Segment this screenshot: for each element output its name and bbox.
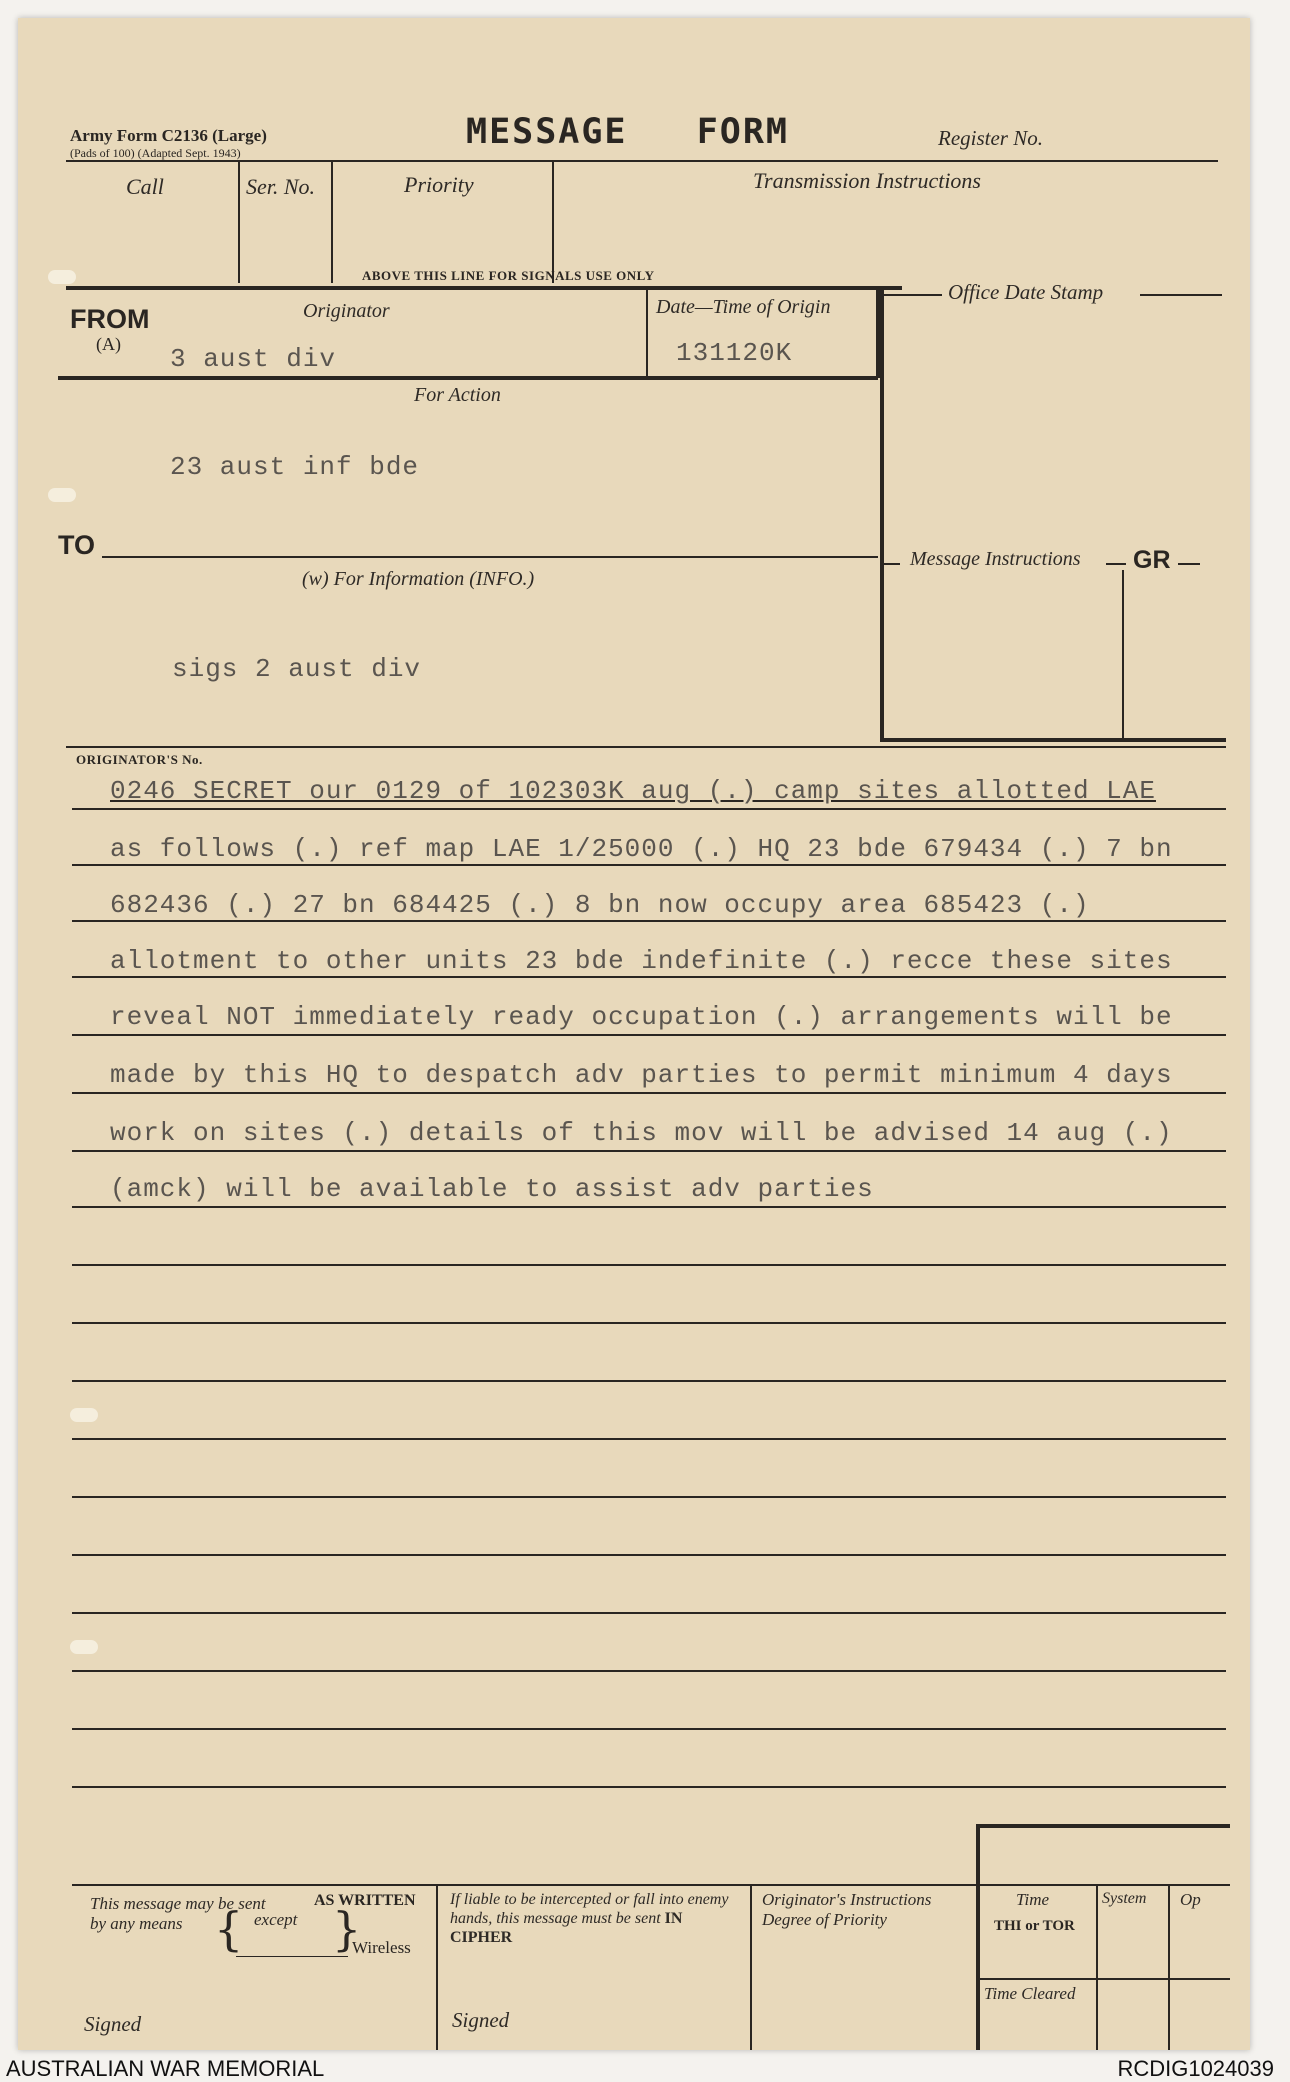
army-form-label: Army Form C2136 (Large) bbox=[70, 126, 267, 145]
divider bbox=[238, 161, 240, 283]
signals-use-only-label: ABOVE THIS LINE FOR SIGNALS USE ONLY bbox=[362, 268, 655, 283]
wireless-blank-line bbox=[236, 1956, 348, 1957]
signed-label: Signed bbox=[84, 2012, 142, 2036]
divider bbox=[876, 286, 880, 378]
in-cipher-label: IN CIPHER bbox=[450, 1910, 683, 1946]
for-information-label: (w) For Information (INFO.) bbox=[302, 568, 535, 590]
signed-label: Signed bbox=[452, 2008, 510, 2032]
instr-rule bbox=[884, 563, 900, 565]
divider bbox=[331, 161, 333, 283]
footer-box-left bbox=[976, 1824, 980, 2050]
binder-hole-mark bbox=[48, 270, 76, 284]
ruled-line bbox=[72, 1554, 1226, 1556]
body-line: as follows (.) ref map LAE 1/25000 (.) HQ 23 bde 679434 (.) 7 bn bbox=[110, 834, 1173, 864]
divider bbox=[552, 161, 554, 283]
originator-label: Originator bbox=[303, 300, 390, 322]
binder-hole-mark bbox=[70, 1640, 98, 1654]
instr-rule bbox=[1106, 563, 1126, 565]
ruled-line bbox=[72, 1206, 1226, 1208]
body-top-rule bbox=[66, 746, 1226, 748]
instr-bottom-rule bbox=[880, 738, 1226, 742]
body-line: work on sites (.) details of this mov will be advised 14 aug (.) bbox=[110, 1118, 1173, 1148]
stamp-rule bbox=[884, 294, 942, 296]
cipher-instructions bbox=[450, 1890, 742, 1947]
body-line: (amck) will be available to assist adv parties bbox=[110, 1174, 874, 1204]
ruled-line bbox=[72, 1150, 1226, 1152]
to-rule bbox=[102, 556, 878, 558]
thi-tor-label: THI or TOR bbox=[994, 1918, 1075, 1934]
except-label: except bbox=[254, 1910, 298, 1929]
ruled-line bbox=[72, 1092, 1226, 1094]
footer-divider bbox=[1096, 1886, 1098, 2050]
from-label: FROM bbox=[70, 304, 150, 334]
archive-id: RCDIG1024039 bbox=[1117, 2056, 1274, 2081]
gr-label: GR bbox=[1133, 546, 1171, 574]
instr-rule bbox=[1178, 563, 1200, 565]
from-sub-label: (A) bbox=[96, 334, 121, 354]
as-written-label: AS WRITTEN bbox=[314, 1892, 416, 1909]
message-instructions-label: Message Instructions bbox=[910, 548, 1081, 570]
right-brace: } bbox=[332, 1902, 362, 1956]
divider bbox=[646, 288, 648, 378]
from-top-rule bbox=[66, 286, 902, 290]
transmission-label: Transmission Instructions bbox=[753, 168, 981, 193]
footer-box-top bbox=[976, 1824, 1230, 1828]
ruled-line bbox=[72, 1322, 1226, 1324]
footer-divider bbox=[750, 1886, 752, 2050]
for-action-label: For Action bbox=[414, 384, 501, 406]
date-time-label: Date—Time of Origin bbox=[656, 296, 831, 318]
ruled-line bbox=[72, 1786, 1226, 1788]
ruled-line bbox=[72, 1670, 1226, 1672]
footer-divider bbox=[436, 1886, 438, 2050]
degree-of-priority-label: Degree of Priority bbox=[762, 1910, 887, 1929]
ruled-line bbox=[72, 1438, 1226, 1440]
op-label: Op bbox=[1180, 1890, 1201, 1909]
cipher-text: If liable to be intercepted or fall into enemy hands, this message must be sent bbox=[450, 1891, 729, 1927]
ruled-line bbox=[72, 1034, 1226, 1036]
body-line: made by this HQ to despatch adv parties to permit minimum 4 days bbox=[110, 1060, 1173, 1090]
ser-no-label: Ser. No. bbox=[246, 174, 316, 199]
ruled-line bbox=[72, 1612, 1226, 1614]
ruled-line bbox=[72, 1496, 1226, 1498]
priority-label: Priority bbox=[404, 172, 474, 197]
ruled-line bbox=[72, 976, 1226, 978]
ruled-line bbox=[72, 1380, 1226, 1382]
originators-no-label: ORIGINATOR'S No. bbox=[76, 752, 203, 767]
for-action-value: 23 aust inf bde bbox=[170, 452, 420, 482]
body-line: 0246 SECRET our 0129 of 102303K aug (.) camp sites allotted LAE bbox=[110, 776, 1156, 806]
box-right-rule bbox=[880, 286, 884, 742]
left-brace: { bbox=[214, 1902, 244, 1956]
footer-rule bbox=[72, 1884, 976, 1886]
office-date-stamp-label: Office Date Stamp bbox=[948, 280, 1104, 304]
by-any-means-label: by any means bbox=[90, 1914, 183, 1933]
footer-divider bbox=[1168, 1886, 1170, 2050]
for-information-value: sigs 2 aust div bbox=[172, 654, 422, 684]
from-bottom-rule bbox=[58, 376, 878, 380]
originators-instructions-label: Originator's Instructions bbox=[762, 1890, 932, 1909]
ruled-line bbox=[72, 808, 1226, 810]
ruled-line bbox=[72, 1264, 1226, 1266]
footer-rule bbox=[980, 1978, 1230, 1980]
stamp-rule bbox=[1140, 294, 1222, 296]
footer-rule bbox=[980, 1884, 1230, 1886]
time-cleared-label: Time Cleared bbox=[984, 1984, 1076, 2003]
register-label: Register No. bbox=[938, 126, 1043, 150]
pads-label: (Pads of 100) (Adapted Sept. 1943) bbox=[70, 146, 241, 160]
ruled-line bbox=[72, 1728, 1226, 1730]
sent-label: This message may be sent bbox=[90, 1894, 266, 1913]
call-label: Call bbox=[126, 174, 164, 199]
wireless-label: Wireless bbox=[352, 1938, 411, 1957]
to-label: TO bbox=[58, 530, 96, 560]
message-form-sheet bbox=[18, 18, 1250, 2050]
archive-credit: AUSTRALIAN WAR MEMORIAL bbox=[6, 2056, 325, 2081]
binder-hole-mark bbox=[70, 1408, 98, 1422]
originator-value: 3 aust div bbox=[170, 344, 337, 374]
system-label: System bbox=[1102, 1890, 1147, 1907]
time-label: Time bbox=[1016, 1890, 1050, 1909]
body-line: 682436 (.) 27 bn 684425 (.) 8 bn now occupy area 685423 (.) bbox=[110, 890, 1090, 920]
form-title: MESSAGE FORM bbox=[466, 112, 790, 152]
ruled-line bbox=[72, 864, 1226, 866]
date-time-value: 131120K bbox=[676, 338, 793, 368]
binder-hole-mark bbox=[48, 488, 76, 502]
body-line: allotment to other units 23 bde indefinite (.) recce these sites bbox=[110, 946, 1173, 976]
body-line: reveal NOT immediately ready occupation (.) arrangements will be bbox=[110, 1002, 1173, 1032]
ruled-line bbox=[72, 920, 1226, 922]
gr-divider bbox=[1122, 570, 1124, 740]
